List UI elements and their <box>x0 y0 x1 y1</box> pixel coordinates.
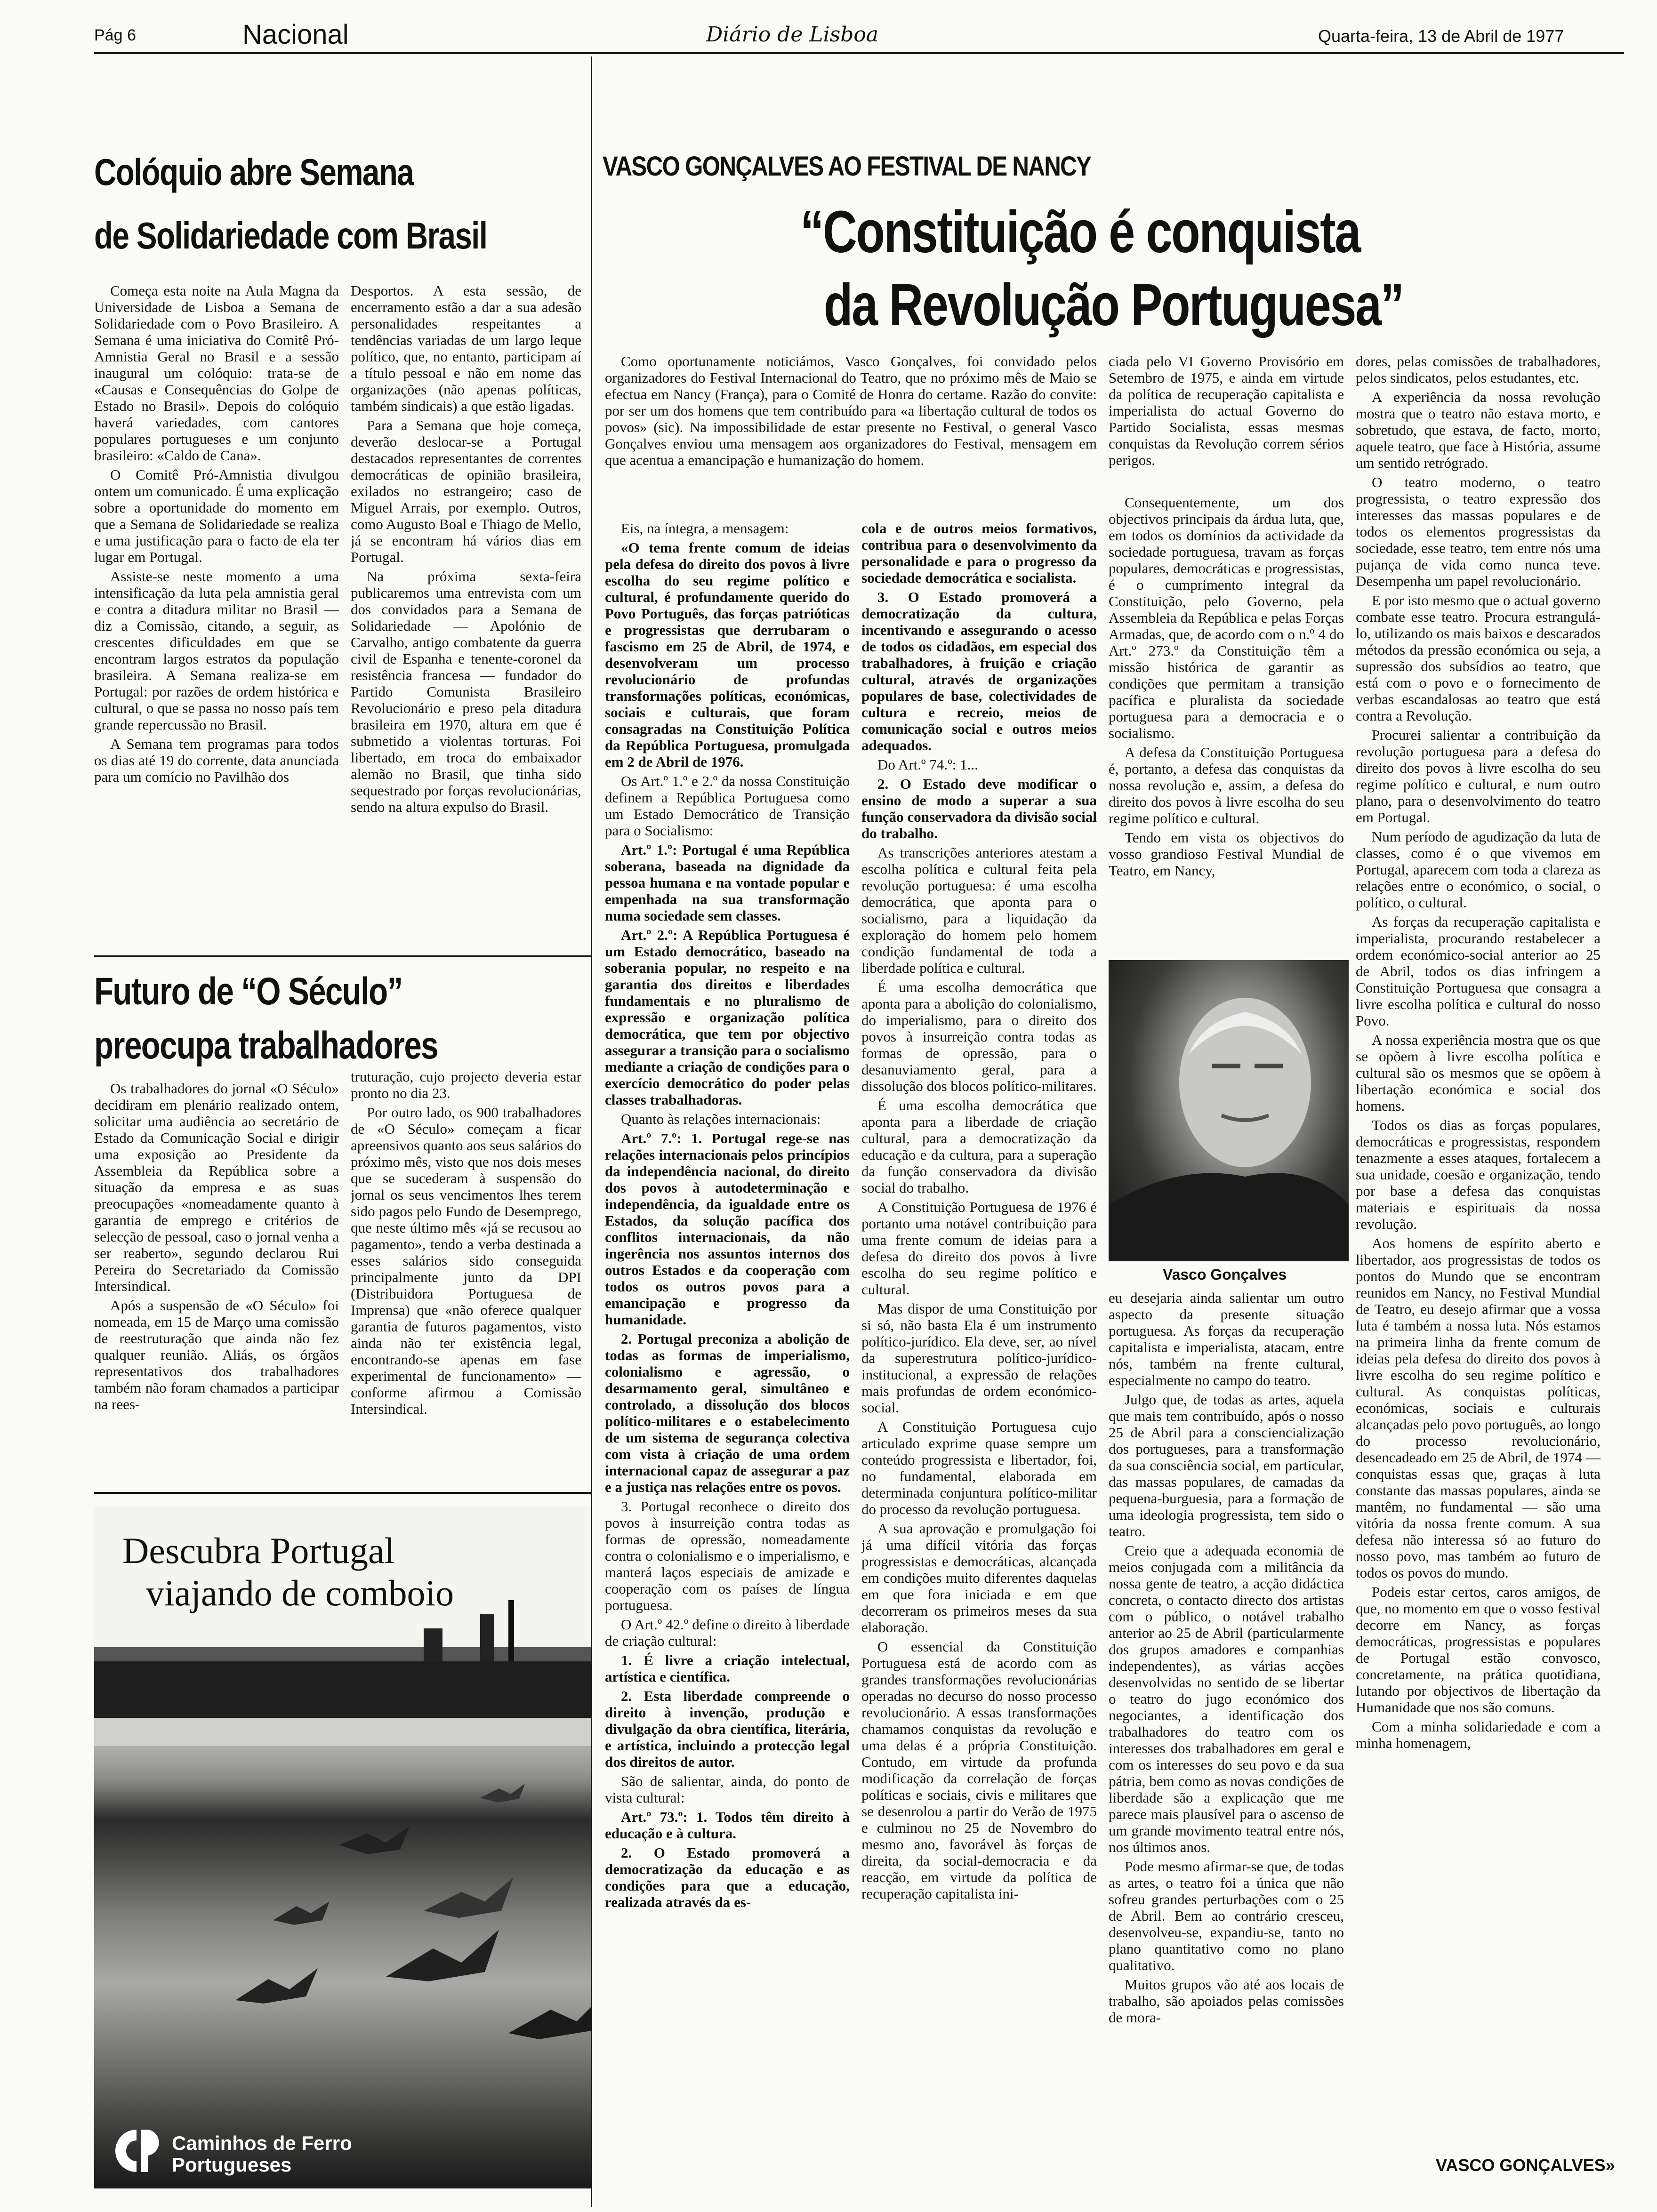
paragraph: As forças da recuperação capitalista e imperialista, procurando restabelecer a ordem económico-social anterior ao 25 de Abril, todos os dias infringem a Constituição Portuguesa que consagra a livre escolha política e cultural do nosso Povo. <box>1356 914 1601 1029</box>
paragraph: A Constituição Portuguesa cujo articulado exprime quase sempre um conteúdo progressista e libertador, foi, no fundamental, elaborada em determinada conjuntura político-militar do processo da revolução portuguesa. <box>861 1419 1097 1517</box>
paragraph: Na próxima sexta-feira publicaremos uma entrevista com um dos convidados para a Semana de Solidariedade — Apolónio de Carvalho, antigo combatente da guerra civil de Espanha e tenente-coronel da resistência francesa — fundador do Partido Comunista Brasileiro Revolucionário e preso pela ditadura brasileira em 1970, altura em que é submetido a violentas torturas. Foi libertado, em troca do embaixador alemão no Brasil, que tinha sido sequestrado por forças revolucionárias, sendo na altura expulso do Brasil. <box>351 568 581 815</box>
paragraph: Art.º 2.º: A República Portuguesa é um Estado democrático, baseado na soberania popular, no respeito e na garantia dos direitos e liberdades fundamentais e no pluralismo de expressão e organização política democrática, que tem por objectivo assegurar a transição para o socialismo mediante a criação de condições para o exercício democrático do poder pelas classes trabalhadoras. <box>605 927 850 1108</box>
paragraph: A Semana tem programas para todos os dias até 19 do corrente, data anunciada para um comício no Pavilhão dos <box>94 736 339 785</box>
advert-company-line2: Portugueses <box>172 2154 292 2176</box>
paragraph: É uma escolha democrática que aponta para a abolição do colonialismo, do imperialismo, para o direito dos povos à insurreição contra todas as formas de opressão, para o desanuviamento geral, para a dissolução dos blocos político-militares. <box>861 979 1097 1094</box>
paragraph: Mas dispor de uma Constituição por si só, não basta Ela é um instrumento político-jurídico. Ela deve, ser, ao nível da superestrutura político-jurídico-institucional, a expressão de relações mais profundas de ordem económico-social. <box>861 1300 1097 1416</box>
paragraph: Após a suspensão de «O Século» foi nomeada, em 15 de Março uma comissão de reestruturação que ainda não fez qualquer reunião. Aliás, os órgãos representativos dos trabalhadores também não foram chamados a participar na rees- <box>94 1297 339 1412</box>
paragraph: 3. O Estado promoverá a democratização da cultura, incentivando e assegurando o acesso de todos os cidadãos, em especial dos trabalhadores, à fruição e criação cultural, através de organizações populares de base, colectividades de cultura e recreio, meios de comunicação social e outros meios adequados. <box>861 589 1097 753</box>
paragraph: A defesa da Constituição Portuguesa é, portanto, a defesa das conquistas da nossa revolução e, assim, a defesa do direito dos povos à livre escolha do seu regime político e cultural. <box>1109 744 1344 826</box>
paragraph: O teatro moderno, o teatro progressista, o teatro expressão dos interesses das massas populares e de todos os elementos progressistas da sociedade, esse teatro, tem entre nós uma pujança de vida como nunca teve. Desempenha um papel revolucionário. <box>1356 474 1601 589</box>
paragraph: Eis, na íntegra, a mensagem: <box>621 520 789 537</box>
section-rule <box>94 955 591 957</box>
paragraph: Creio que a adequada economia de meios conjugada com a militância da nossa gente de teatro, a acção didáctica concreta, o contacto directo dos artistas com o público, o notável trabalho anterior ao 25 de Abril (particularmente dos grupos amadores e companhias independentes), as várias acções desenvolvidas no sentido de se libertar o teatro do jugo económico dos negociantes, a identificação dos trabalhadores do teatro com os interesses dos trabalhadores em geral e com os interesses do seu povo e da sua pátria, bem como as novas condições de liberdade são a explicação que me parece mais plausível para o ascenso de um grande movimento teatral entre nós, nos últimos anos. <box>1109 1542 1344 1855</box>
paragraph: Começa esta noite na Aula Magna da Universidade de Lisboa a Semana de Solidariedade com o Povo Brasileiro. A Semana é uma iniciativa do Comitê Pró-Amnistia Geral no Brasil e a sessão inaugural um colóquio: trata-se de «Causas e Consequências do Golpe de Estado no Brasil». Depois do colóquio haverá variedades, com cantores populares portugueses e um conjunto brasileiro: «Caldo de Cana». <box>94 282 339 464</box>
section-name: Nacional <box>242 19 349 50</box>
newspaper-name: Diário de Lisboa <box>706 23 879 47</box>
paragraph: truturação, cujo projecto deveria estar pronto no dia 23. <box>351 1068 581 1101</box>
paragraph: «O tema frente comum de ideias pela defesa do direito dos povos à livre escolha do seu regime político e cultural, é profundamente querido do Povo Português, das forças patrióticas e progressistas que derrubaram o fascismo em 25 de Abril, de 1974, e desenvolveram um processo revolucionário de profundas transformações políticas, económicas, sociais e culturais, que foram consagradas na Constituição Política da República Portuguesa, promulgada em 2 de Abril de 1976. <box>605 539 850 770</box>
paragraph: Como oportunamente noticiámos, Vasco Gonçalves, foi convidado pelos organizadores do Festival Internacional do Teatro, que no próximo mês de Maio se efectua em Nancy (França), para o Comité de Honra do certame. Razão do convite: por ser um dos homens que tem contribuído para «a libertação cultural de todos os povos» (sic). Na impossibilidade de estar presente no Festival, o general Vasco Gonçalves enviou uma mensagem aos organizadores do Festival, mensagem em que acentua a emancipação e humanização do homem. <box>605 353 1097 468</box>
portrait-photo <box>1109 960 1349 1261</box>
section-rule <box>94 1492 591 1494</box>
cp-logo-icon <box>113 2127 165 2174</box>
portrait-illustration <box>1109 960 1349 1261</box>
paragraph: 3. Portugal reconhece o direito dos povos à insurreição contra todas as formas de opressão, nomeadamente contra o colonialismo e o imperialismo, e manterá laços especiais de amizade e cooperação com os países de língua portuguesa. <box>605 1498 850 1613</box>
paragraph: 2. Portugal preconiza a abolição de todas as formas de imperialismo, colonialismo e agressão, o desarmamento geral, simultâneo e controlado, a dissolução dos blocos político-militares e o estabelecimento de um sistema de segurança colectiva com vista à criação de uma ordem internacional capaz de assegurar a paz e a justiça nas relações entre os povos. <box>605 1330 850 1495</box>
paragraph: A experiência da nossa revolução mostra que o teatro não estava morto, e sobretudo, que estava, de facto, morto, aquele teatro, que face à História, assume um sentido retrógrado. <box>1356 389 1601 471</box>
column-rule <box>591 56 592 2207</box>
paragraph: Desportos. A esta sessão, de encerramento estão a dar a sua adesão personalidades respeitantes a tendências variadas de um largo leque político, que, no entanto, participam aí a título pessoal e não em nome das organizações (não apenas políticas, também sindicais) a que estão ligadas. <box>351 282 581 414</box>
paragraph: eu desejaria ainda salientar um outro aspecto da presente situação portuguesa. As forças da recuperação capitalista e imperialista, atacam, entre nós, também na frente cultural, especialmente no campo do teatro. <box>1109 1290 1344 1388</box>
paragraph: Assiste-se neste momento a uma intensificação da luta pela amnistia geral e contra a ditadura militar no Brasil — diz a Comissão, citando, a seguir, as crescentes dificuldades em que se encontram largos estratos da população brasileira. A Semana realiza-se em Portugal: por razões de ordem histórica e cultural, o que se passa no nosso país tem grande repercussão no Brasil. <box>94 568 339 733</box>
paragraph: Procurei salientar a contribuição da revolução portuguesa para a defesa do direito dos povos à livre escolha do seu regime político e cultural, e num outro plano, para o desenvolvimento do teatro em Portugal. <box>1356 727 1601 825</box>
paragraph: Quanto às relações internacionais: <box>621 1111 821 1127</box>
advert-headline-line2: viajando de comboio <box>146 1572 454 1613</box>
paragraph: O Comitê Pró-Amnistia divulgou ontem um comunicado. É uma explicação sobre a oportunidade do momento em que a Semana de Solidariedade se realiza e uma justificação para o facto de ela ter lugar em Portugal. <box>94 466 339 565</box>
paragraph: Os trabalhadores do jornal «O Século» decidiram em plenário realizado ontem, solicitar uma audiência ao secretário de Estado da Comunicação Social e dirigir uma exposição ao Presidente da Assembleia da República sobre a situação da empresa e as suas preocupações «nomeadamente quanto à garantia de emprego e critérios de selecção de pessoal, caso o jornal venha a ser reaberto», segundo declarou Rui Pereira do Secretariado da Comissão Intersindical. <box>94 1080 339 1294</box>
paragraph: Podeis estar certos, caros amigos, de que, no momento em que o vosso festival decorre em Nancy, as forças democráticas, progressistas e populares de Portugal estão convosco, concretamente, na prática quotidiana, lutando por objectivos de libertação da Humanidade que nos são comuns. <box>1356 1584 1601 1715</box>
vasco-column-4 <box>1356 353 1601 2141</box>
coloquio-column-1 <box>94 282 339 937</box>
issue-date: Quarta-feira, 13 de Abril de 1977 <box>1318 26 1564 46</box>
paragraph: Pode mesmo afirmar-se que, de todas as artes, o teatro foi a única que não sofreu grandes perturbações com o 25 de Abril. Bem ao contrário cresceu, desenvolveu-se, expandiu-se, tanto no plano quantitativo como no plano qualitativo. <box>1109 1858 1344 1973</box>
paragraph: 2. O Estado deve modificar o ensino de modo a superar a sua função conservadora da divisão social do trabalho. <box>861 776 1097 842</box>
paragraph: Todos os dias as forças populares, democráticas e progressistas, respondem tenazmente a esses ataques, fortalecem a sua unidade, coesão e organização, tendo por base a defesa das conquistas materiais e espirituais da nossa revolução. <box>1356 1117 1601 1232</box>
paragraph: 2. Esta liberdade compreende o direito à invenção, produção e divulgação da obra científica, literária, e artística, incluindo a protecção legal dos direitos de autor. <box>605 1688 850 1770</box>
paragraph: São de salientar, ainda, do ponto de vista cultural: <box>605 1773 850 1806</box>
paragraph: Do Art.º 74.º: 1... <box>877 756 978 773</box>
paragraph: 2. O Estado promoverá a democratização da educação e as condições para que a educação, realizada através da es- <box>605 1844 850 1910</box>
paragraph: A sua aprovação e promulgação foi já uma difícil vitória das forças progressistas e democráticas, alcançada em condições muito diferentes daquelas em que fora iniciada e em que decorreram os primeiros meses da sua elaboração. <box>861 1520 1097 1635</box>
vasco-kicker: VASCO GONÇALVES AO FESTIVAL DE NANCY <box>603 151 1091 182</box>
paragraph: Os Art.º 1.º e 2.º da nossa Constituição definem a República Portuguesa como um Estado Democrático de Transição para o Socialismo: <box>605 773 850 839</box>
advert-headline-line1: Descubra Portugal <box>122 1530 395 1571</box>
vasco-column-1 <box>605 520 850 2196</box>
paragraph: Para a Semana que hoje começa, deverão deslocar-se a Portugal destacados representantes de correntes democráticas de opinião brasileira, exilados no estrangeiro; caso de Miguel Arrais, por exemplo. Outros, como Augusto Boal e Thiago de Mello, já se encontram há vários dias em Portugal. <box>351 417 581 565</box>
seculo-title-line1: Futuro de “O Século” <box>94 970 402 1013</box>
paragraph: Muitos grupos vão até aos locais de trabalho, são apoiados pelas comissões de mora- <box>1109 1976 1344 2026</box>
vasco-column-2 <box>861 520 1097 2196</box>
seculo-column-1 <box>94 1080 339 1466</box>
paragraph: A nossa experiência mostra que os que se opõem à livre escolha política e cultural são os mesmos que se opõem à libertação económica e social dos homens. <box>1356 1032 1601 1114</box>
paragraph: Num período de agudização da luta de classes, como é o que vivemos em Portugal, aparecem com toda a clareza as relações entre o económico, o social, o político, o cultural. <box>1356 828 1601 911</box>
paragraph: Art.º 1.º: Portugal é uma República soberana, baseada na dignidade da pessoa humana e na vontade popular e empenhada na sua transformação numa sociedade sem classes. <box>605 842 850 924</box>
paragraph: Com a minha solidariedade e com a minha homenagem, <box>1356 1718 1601 1751</box>
vasco-headline-line2: da Revolução Portuguesa” <box>824 272 1403 338</box>
paragraph: Art.º 7.º: 1. Portugal rege-se nas relações internacionais pelos princípios da independência nacional, do direito dos povos à autodeterminação e independência, da igualdade entre os Estados, da solução pacífica dos conflitos internacionais, da não ingerência nos assuntos internos dos outros Estados e da cooperação com todos os outros povos para a emancipação e progresso da humanidade. <box>605 1130 850 1328</box>
article-signature: VASCO GONÇALVES» <box>1436 2156 1615 2175</box>
page-number: Pág 6 <box>94 26 136 44</box>
paragraph: E por isto mesmo que o actual governo combate esse teatro. Procura estrangulá-lo, utilizando os mais baixos e descarados métodos da pressão económica ou seja, a supressão dos subsídios ao teatro, que está com o povo e o fornecimento de verbas escandalosas ao teatro que está contra a Revolução. <box>1356 592 1601 724</box>
paragraph: O Art.º 42.º define o direito à liberdade de criação cultural: <box>605 1616 850 1649</box>
paragraph: Art.º 73.º: 1. Todos têm direito à educação e à cultura. <box>605 1809 850 1842</box>
seculo-title-line2: preocupa trabalhadores <box>94 1024 438 1067</box>
paragraph: As transcrições anteriores atestam a escolha política e cultural feita pela revolução portuguesa: é uma escolha democrática, que aponta para o socialismo, para a liquidação da exploração do homem pelo homem condição fundamental de toda a liberdade política e cultural. <box>861 844 1097 976</box>
paragraph: ciada pelo VI Governo Provisório em Setembro de 1975, e ainda em virtude da política de recuperação capitalista e imperialista do actual Governo do Partido Socialista, essas mesmas conquistas da Revolução correm sérios perigos. <box>1109 353 1344 468</box>
masthead-rule <box>94 52 1624 54</box>
paragraph: dores, pelas comissões de trabalhadores, pelos sindicatos, pelos estudantes, etc. <box>1356 353 1601 386</box>
paragraph: Consequentemente, um dos objectivos principais da árdua luta, que, em todos os domínios da actividade da sociedade portuguesa, travam as forças populares, democráticas e progressistas, é o cumprimento integral da Constituição, pelo Governo, pela Assembleia da República e pelas Forças Armadas, que, de acordo com o n.º 4 do Art.º 273.º da Constituição têm a missão histórica de garantir as condições que permitam a transição pacífica e pluralista da sociedade portuguesa para a democracia e o socialismo. <box>1109 494 1344 741</box>
paragraph: cola e de outros meios formativos, contribua para o desenvolvimento da personalidade e para o progresso da sociedade democrática e socialista. <box>861 520 1097 586</box>
paragraph: Aos homens de espírito aberto e libertador, aos progressistas de todos os pontos do Mundo que se encontram reunidos em Nancy, no Festival Mundial de Teatro, eu desejo afirmar que a vossa luta é também a nossa luta. Nós estamos na primeira linha da frente comum de ideias pela defesa do direito dos povos à livre escolha do seu regime político e cultural. As conquistas políticas, económicas, sociais e culturais alcançadas pelo povo português, ao longo do processo revolucionário, desencadeado em 25 de Abril, de 1974 — conquistas essas que, graças à luta constante das massas populares, ainda se mantêm, no fundamental — são uma vitória da nossa frente comum. A sua defesa não interessa só ao futuro do nosso povo, mas também ao futuro de todos os povos do mundo. <box>1356 1235 1601 1581</box>
vasco-column-3-bottom <box>1109 1290 1344 2196</box>
advert-photo <box>94 1506 591 2188</box>
coloquio-column-2 <box>351 282 581 937</box>
vasco-headline-line1: “Constituição é conquista <box>800 199 1360 265</box>
paragraph: É uma escolha democrática que aponta para a liberdade de criação cultural, para a democratização da educação e da cultura, para a superação da função conservadora da divisão social do trabalho. <box>861 1097 1097 1196</box>
coloquio-title-line1: Colóquio abre Semana <box>94 151 414 193</box>
coloquio-title-line2: de Solidariedade com Brasil <box>94 215 487 256</box>
paragraph: Julgo que, de todas as artes, aquela que mais tem contribuído, após o nosso 25 de Abril para a consciencialização dos portugueses, para a transformação da sua consciência social, em particular, das massas populares, de camadas da pequena-burguesia, para a formação de uma ideologia progressista, tem sido o teatro. <box>1109 1391 1344 1539</box>
vasco-lead-continuation <box>1109 353 1344 494</box>
seculo-column-2 <box>351 1068 581 1464</box>
paragraph: Tendo em vista os objectivos do vosso grandioso Festival Mundial de Teatro, em Nancy, <box>1109 829 1344 879</box>
paragraph: O essencial da Constituição Portuguesa está de acordo com as grandes transformações revolucionárias operadas no decurso do nosso processo revolucionário. A essas transformações chamamos conquistas da revolução e uma delas é a própria Constituição. Contudo, em virtude da profunda modificação da correlação de forças políticas e sociais, civis e militares que se desenrolou a partir do Verão de 1975 e culminou no 25 de Novembro do mesmo ano, favorável às forças de direita, da social-democracia e da reacção, em virtude da política de recuperação capitalista ini- <box>861 1638 1097 1902</box>
paragraph: Por outro lado, os 900 trabalhadores de «O Século» começam a ficar apreensivos quanto aos seus salários do próximo mês, visto que nos dois meses que se sucederam à suspensão do jornal os seus vencimentos lhes terem sido pagos pelo Fundo de Desemprego, que neste último mês «já se recusou ao pagamento», tendo a verba destinada a esses salários sido conseguida principalmente junto da DPI (Distribuidora Portuguesa de Imprensa) que «não oferece qualquer garantia de futuros pagamentos, visto ainda não ter existência legal, encontrando-se apenas em fase experimental de funcionamento» — conforme afirmou a Comissão Intersindical. <box>351 1104 581 1417</box>
advert-company-line1: Caminhos de Ferro <box>172 2132 352 2154</box>
photo-caption: Vasco Gonçalves <box>1163 1266 1287 1283</box>
paragraph: A Constituição Portuguesa de 1976 é portanto uma notável contribuição para uma frente comum de ideias para a defesa do direito dos povos à livre escolha do seu regime político e cultural. <box>861 1199 1097 1298</box>
vasco-lead <box>605 353 1097 518</box>
paragraph: 1. É livre a criação intelectual, artística e científica. <box>605 1652 850 1685</box>
